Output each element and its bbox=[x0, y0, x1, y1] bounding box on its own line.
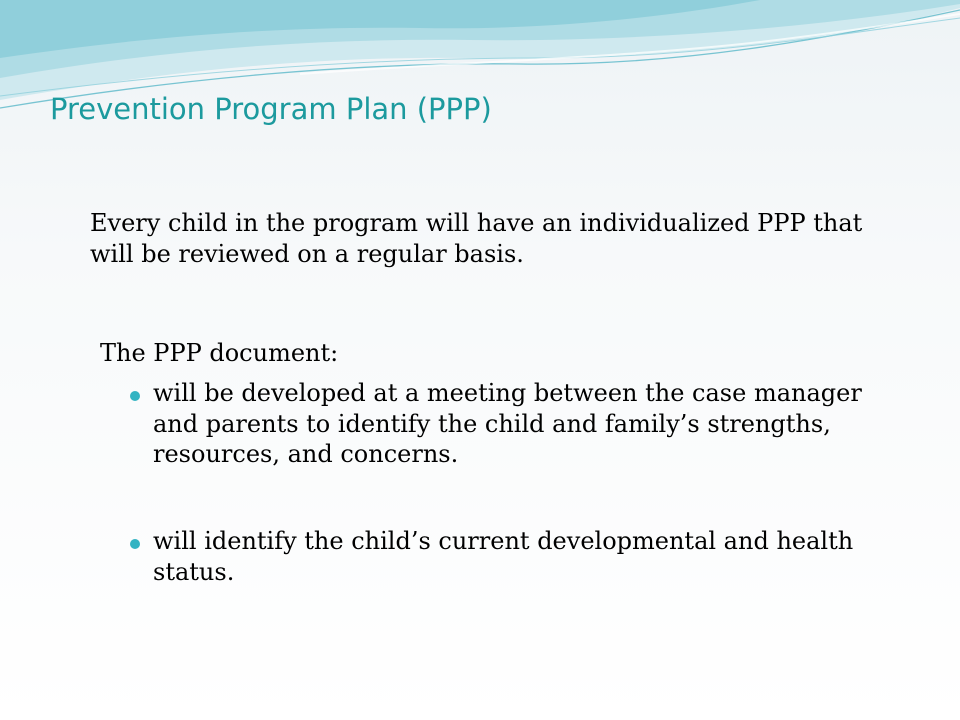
bullet-list bbox=[130, 378, 890, 588]
bullet-item bbox=[130, 378, 890, 470]
bullet-item bbox=[130, 526, 890, 587]
bullet-text: will be developed at a meeting between the case manager and parents to identify the child and family’s strengths, resources, and concerns. bbox=[153, 379, 862, 469]
bullet-text: will identify the child’s current developmental and health status. bbox=[153, 527, 854, 586]
intro-paragraph: Every child in the program will have an individualized PPP that will be reviewed on a regular basis. bbox=[90, 209, 863, 268]
ppp-document-subheading: The PPP document: bbox=[100, 339, 339, 367]
slide-title: Prevention Program Plan (PPP) bbox=[50, 92, 492, 126]
bullet-dot-icon bbox=[130, 391, 140, 401]
bullet-dot-icon bbox=[130, 539, 140, 549]
